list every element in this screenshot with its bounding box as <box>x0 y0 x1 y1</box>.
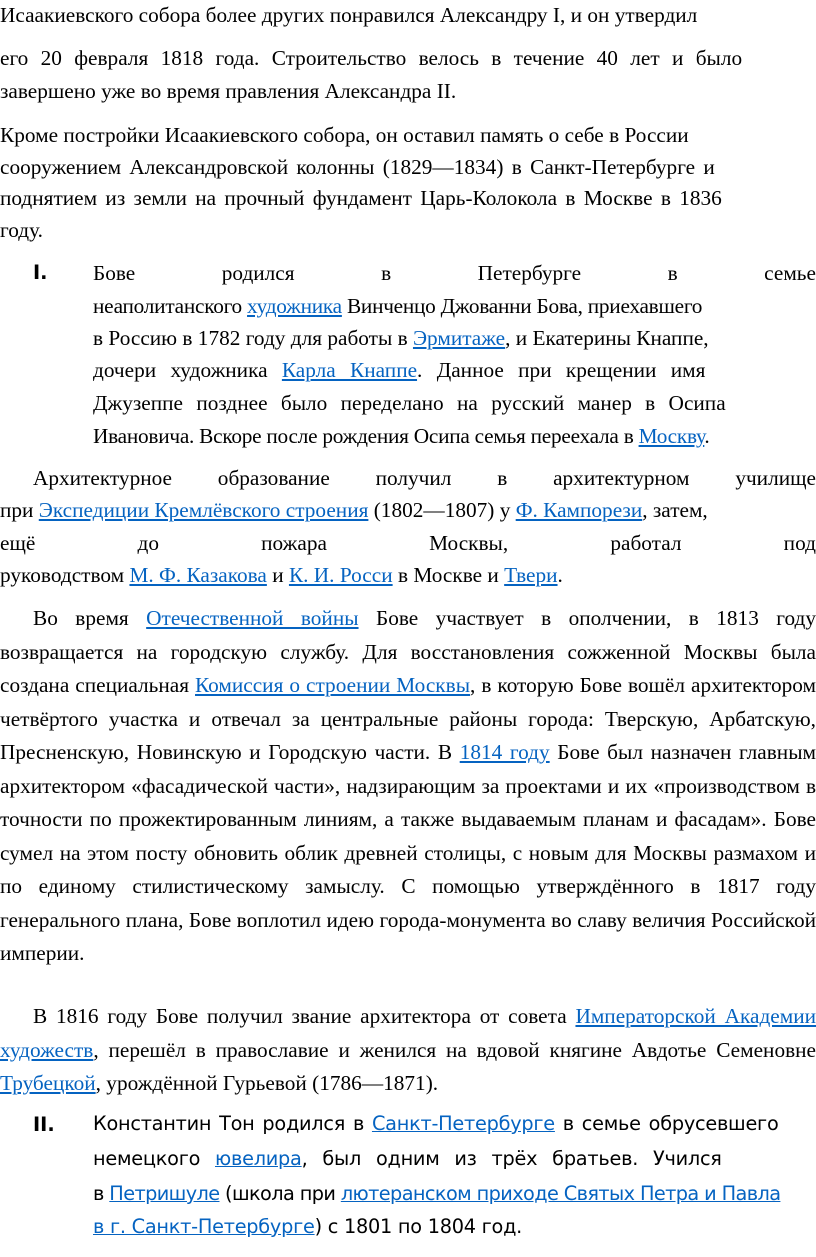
text-line: завершено уже во время правления Александра II. <box>0 79 457 103</box>
list-marker: II. <box>33 1113 55 1136</box>
text-line: его 20 февраля 1818 года. Строительство велось в течение 40 лет и было <box>0 46 743 70</box>
text-line: неаполитанского художника Винченцо Джованни Бова, приехавшего <box>93 294 703 318</box>
text-line: Бове родился в Петербурге в семье <box>93 261 816 285</box>
link-commission[interactable]: Комиссия о строении Москвы <box>195 673 471 697</box>
link-patriotic-war[interactable]: Отечественной войны <box>146 606 359 630</box>
text-line: Исаакиевского собора более других понравился Александру I, и он утвердил <box>0 3 698 27</box>
link-trubetskaya[interactable]: Трубецкой <box>0 1071 96 1095</box>
text-line: поднятием из земли на прочный фундамент Царь-Колокола в Москве в 1836 <box>0 186 722 210</box>
text-line: в Петришуле (школа при лютеранском приходе Святых Петра и Павла <box>93 1182 781 1205</box>
text-line: в Россию в 1782 году для работы в Эрмитаже, и Екатерины Кнаппе, <box>93 326 709 350</box>
text-line: немецкого ювелира, был одним из трёх братьев. Учился <box>93 1147 722 1170</box>
list-marker: I. <box>33 261 48 284</box>
paragraph-academy: В 1816 году Бове получил звание архитектора от совета Императорской Академии художеств, перешёл в православие и женился на вдовой княгине Авдотье Семеновне Трубецкой, урождённой Гурьевой (1786—1871). <box>0 1004 816 1095</box>
link-lutheran-parish[interactable]: лютеранском приходе Святых Петра и Павла <box>340 1182 781 1205</box>
link-artist[interactable]: художника <box>247 294 342 318</box>
link-moscow[interactable]: Москву <box>638 424 705 448</box>
text-line: руководством М. Ф. Казакова и К. И. Росси в Москве и Твери. <box>0 563 563 587</box>
text-line: при Экспедиции Кремлёвского строения (1802—1807) у Ф. Кампорези, затем, <box>0 498 708 522</box>
text-line: дочери художника Карла Кнаппе. Данное при крещении имя <box>93 358 706 382</box>
text-line: ещё до пожара Москвы, работал под <box>0 531 816 555</box>
link-tver[interactable]: Твери <box>504 563 558 587</box>
paragraph-war: Во время Отечественной войны Бове участвует в ополчении, в 1813 году возвращается на городскую службу. Для восстановления сожженной Москвы была создана специальная Комиссия о строении Москвы, в которую Бове вошёл архитектором четвёртого участка и отвечал за центральные районы города: Тверскую, Арбатскую, Пресненскую, Новинскую и Городскую части. В 1814 году Бове был назначен главным архитектором «фасадической части», надзирающим за проектами и их «производством в точности по прожектированным линиям, а также выдаваемым планам и фасадам». Бове сумел на этом посту обновить облик древней столицы, с новым для Москвы размахом и по единому стилистическому замыслу. С помощью утверждённого в 1817 году генерального плана, Бове воплотил идею города-монумента во славу величия Российской империи. <box>0 606 816 965</box>
link-kremlin-expedition[interactable]: Экспедиции Кремлёвского строения <box>38 498 369 522</box>
text-line: Архитектурное образование получил в архитектурном училище <box>33 466 816 490</box>
link-saint-petersburg[interactable]: Санкт-Петербурге <box>371 1112 555 1135</box>
text-line: Константин Тон родился в Санкт-Петербурге в семье обрусевшего <box>93 1112 779 1135</box>
text-line: сооружением Александровской колонны (1829—1834) в Санкт-Петербурге и <box>0 155 715 179</box>
text-line: Кроме постройки Исаакиевского собора, он оставил память о себе в России <box>0 123 689 147</box>
link-1814[interactable]: 1814 году <box>459 740 550 764</box>
text-line: году. <box>0 218 43 242</box>
link-rossi[interactable]: К. И. Росси <box>288 563 393 587</box>
link-jeweler[interactable]: ювелира <box>215 1147 302 1170</box>
link-camporesi[interactable]: Ф. Кампорези <box>515 498 643 522</box>
link-petrischule[interactable]: Петришуле <box>109 1182 220 1205</box>
text-line: в г. Санкт-Петербурге) с 1801 по 1804 год. <box>93 1215 523 1238</box>
link-hermitage[interactable]: Эрмитаже <box>412 326 506 350</box>
link-karl-knappe[interactable]: Карла Кнаппе <box>281 358 418 382</box>
link-academy[interactable]: Императорской Академии художеств <box>0 1004 816 1062</box>
text-line: Ивановича. Вскоре после рождения Осипа семья переехала в Москву. <box>93 424 710 448</box>
link-lutheran-parish-cont[interactable]: в г. Санкт-Петербурге <box>93 1215 315 1238</box>
link-kazakov[interactable]: М. Ф. Казакова <box>129 563 267 587</box>
text-line: Джузеппе позднее было переделано на русский манер в Осипа <box>93 391 726 415</box>
